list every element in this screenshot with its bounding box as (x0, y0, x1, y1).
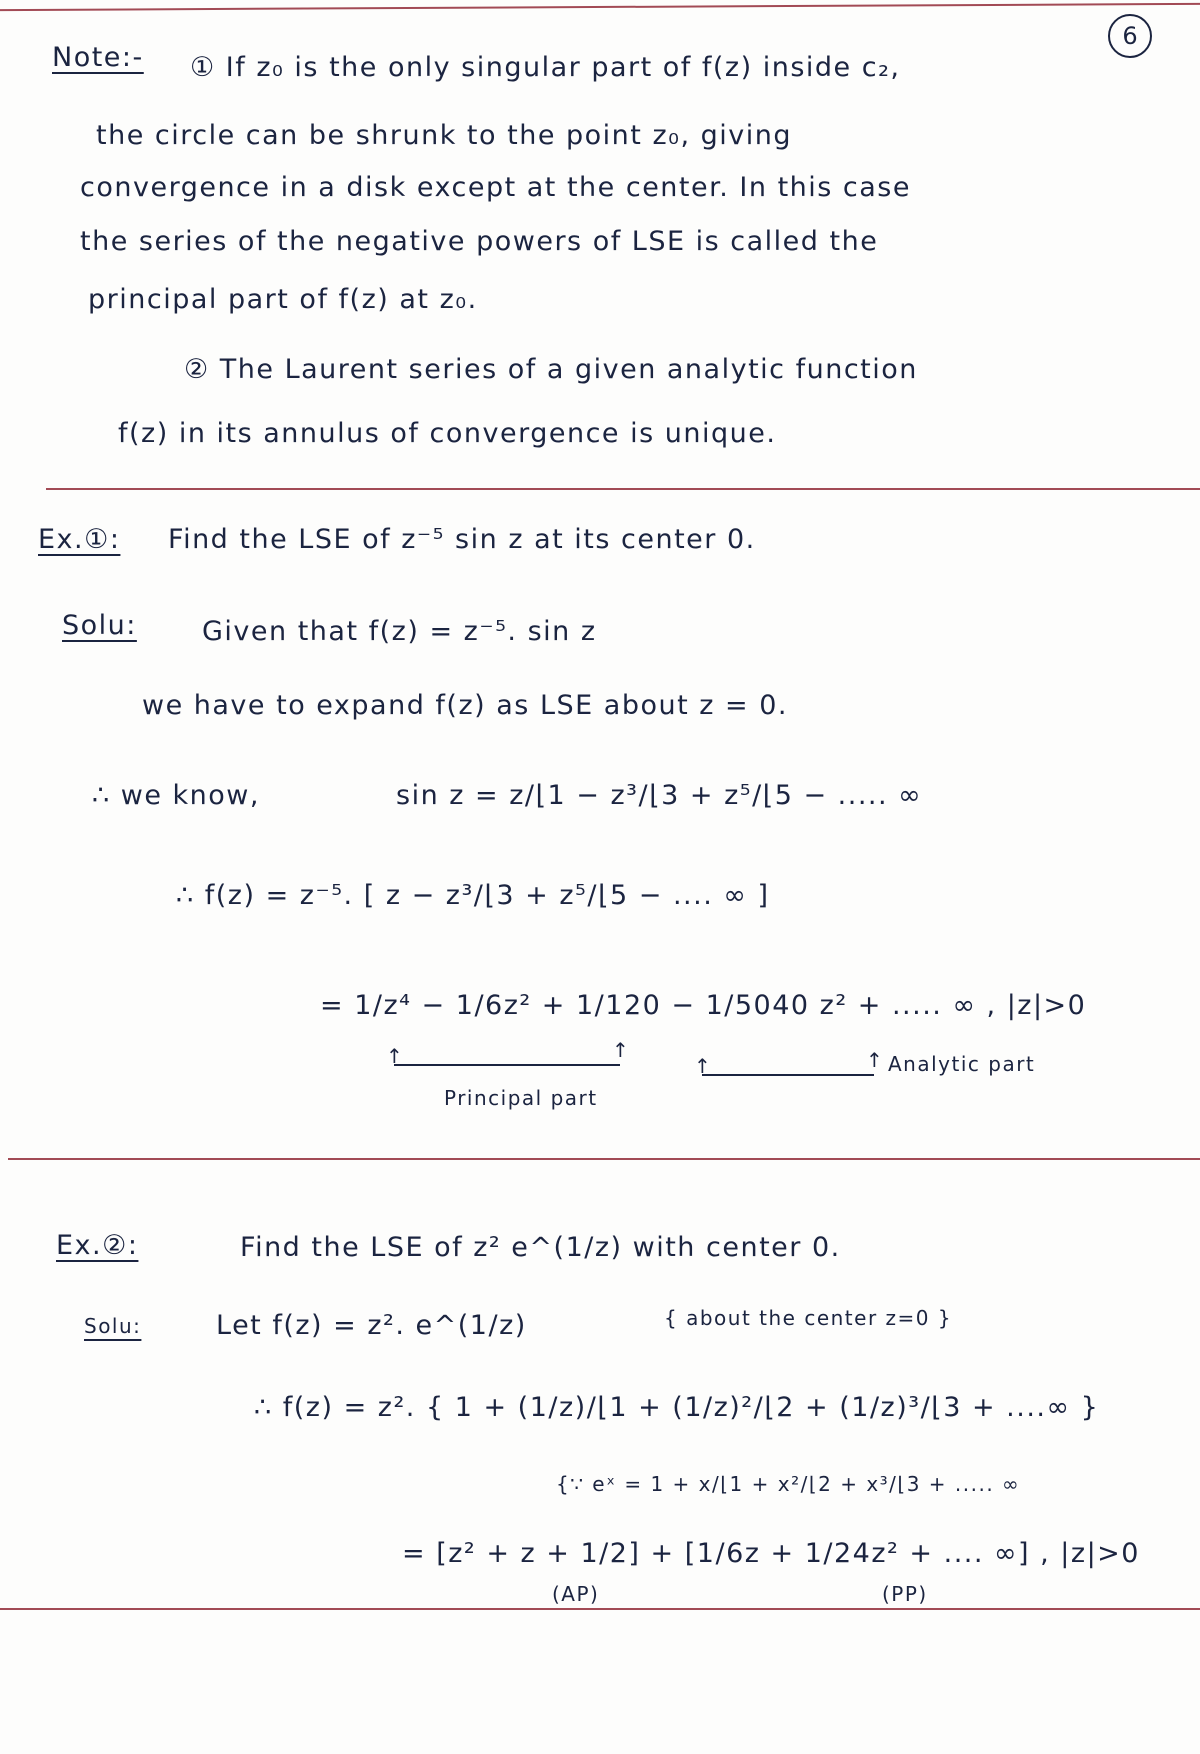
ex1-label: Ex.①: (38, 524, 121, 555)
principal-part-bracket (394, 1064, 620, 1066)
ex1-solu-label: Solu: (62, 610, 137, 641)
ex2-let: Let f(z) = z². e^(1/z) (216, 1310, 527, 1341)
analytic-arrow-left-icon: ↑ (694, 1054, 713, 1078)
bottom-rule (0, 1608, 1200, 1610)
analytic-part-label: Analytic part (888, 1052, 1036, 1076)
note-line-5: principal part of f(z) at z₀. (88, 284, 478, 315)
analytic-part-bracket (702, 1074, 874, 1076)
page-number: 6 (1108, 14, 1152, 58)
ex2-about: { about the center z=0 } (664, 1306, 953, 1330)
ex2-pp-label: (PP) (882, 1582, 928, 1606)
top-rule (0, 3, 1200, 11)
ex2-ap-label: (AP) (552, 1582, 600, 1606)
note-label: Note:- (52, 42, 144, 73)
ex2-question: Find the LSE of z² e^(1/z) with center 0. (240, 1232, 841, 1263)
note-line-3: convergence in a disk except at the center. In this case (80, 172, 911, 203)
principal-part-label: Principal part (444, 1086, 598, 1110)
note-line-4: the series of the negative powers of LSE is called the (80, 226, 879, 257)
divider-2 (8, 1158, 1200, 1160)
ex1-sin-series: sin z = z/⌊1 − z³/⌊3 + z⁵/⌊5 − ..... ∞ (396, 780, 923, 811)
principal-arrow-left-icon: ↑ (386, 1044, 405, 1068)
ex2-series: ∴ f(z) = z². { 1 + (1/z)/⌊1 + (1/z)²/⌊2 + (1/z)³/⌊3 + ....∞ } (254, 1392, 1100, 1423)
note-line-2: the circle can be shrunk to the point z₀, giving (96, 120, 792, 151)
ex1-f-series: ∴ f(z) = z⁻⁵. [ z − z³/⌊3 + z⁵/⌊5 − .... ∞ ] (176, 880, 770, 911)
note-line-6: ② The Laurent series of a given analytic function (184, 354, 918, 385)
ex1-question: Find the LSE of z⁻⁵ sin z at its center 0. (168, 524, 756, 555)
ex1-expand: we have to expand f(z) as LSE about z = 0. (142, 690, 788, 721)
ex1-given: Given that f(z) = z⁻⁵. sin z (202, 616, 597, 647)
ex1-we-know: ∴ we know, (92, 780, 260, 811)
ex2-label: Ex.②: (56, 1230, 139, 1261)
ex2-ex-note: {∵ eˣ = 1 + x/⌊1 + x²/⌊2 + x³/⌊3 + ..... ∞ (556, 1472, 1021, 1496)
analytic-arrow-right-icon: ↑ (866, 1048, 885, 1072)
note-line-1: ① If z₀ is the only singular part of f(z) inside c₂, (190, 52, 901, 83)
principal-arrow-right-icon: ↑ (612, 1038, 631, 1062)
ex1-result: = 1/z⁴ − 1/6z² + 1/120 − 1/5040 z² + ..... ∞ , |z|>0 (320, 990, 1087, 1021)
divider-1 (46, 488, 1200, 490)
ex2-solu-label: Solu: (84, 1314, 142, 1338)
note-line-7: f(z) in its annulus of convergence is unique. (118, 418, 777, 449)
ex2-result: = [z² + z + 1/2] + [1/6z + 1/24z² + .... ∞] , |z|>0 (402, 1538, 1140, 1569)
